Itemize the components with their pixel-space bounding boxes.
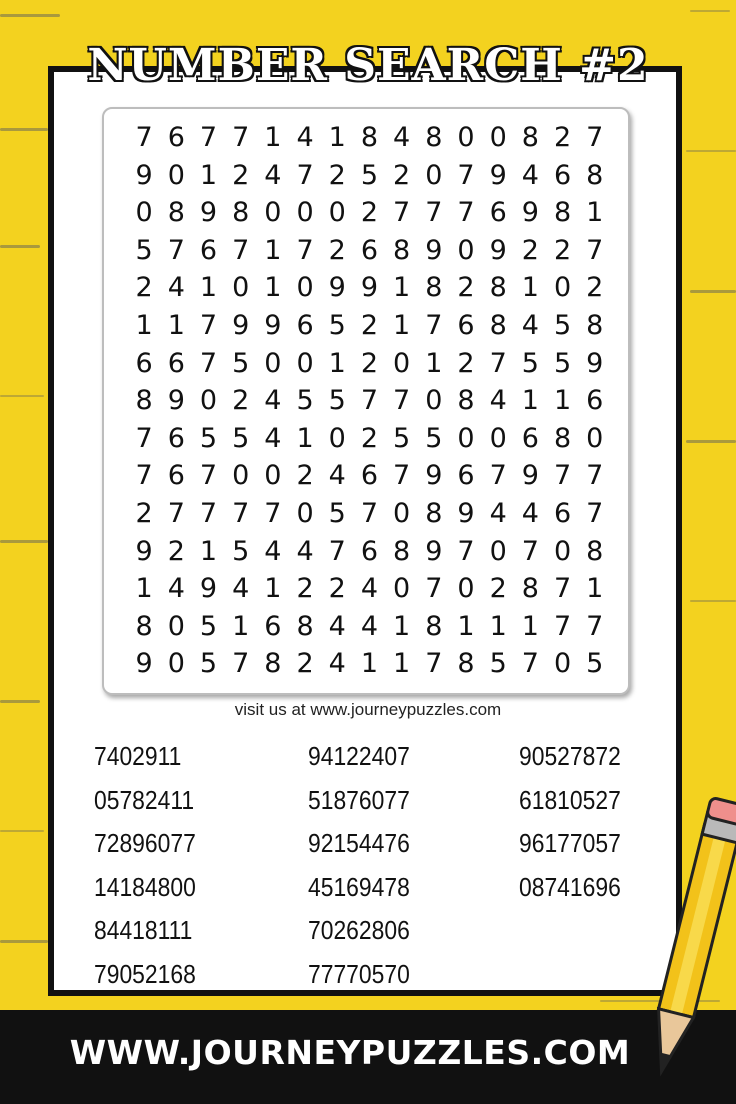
grid-cell[interactable]: 2 [457, 272, 475, 304]
grid-cell[interactable]: 1 [296, 422, 314, 454]
grid-cell[interactable]: 7 [135, 122, 153, 153]
grid-cell[interactable]: 9 [167, 385, 185, 417]
grid-cell[interactable]: 8 [425, 610, 443, 642]
grid-cell[interactable]: 1 [393, 309, 411, 341]
grid-cell[interactable]: 7 [553, 573, 572, 605]
grid-cell[interactable]: 4 [328, 648, 346, 680]
grid-cell[interactable]: 4 [232, 573, 250, 605]
grid-cell[interactable]: 7 [232, 648, 250, 680]
grid-cell[interactable]: 2 [135, 497, 153, 529]
grid-cell[interactable]: 0 [199, 385, 218, 417]
grid-cell[interactable]: 9 [489, 234, 507, 266]
grid-cell[interactable]: 4 [264, 422, 282, 454]
grid-cell[interactable]: 1 [393, 272, 411, 304]
grid-cell[interactable]: 9 [135, 159, 153, 191]
grid-cell[interactable]: 1 [199, 535, 218, 567]
grid-cell[interactable]: 2 [360, 347, 378, 379]
grid-cell[interactable]: 6 [489, 197, 507, 229]
grid-cell[interactable]: 9 [135, 535, 153, 567]
grid-cell[interactable]: 2 [360, 422, 378, 454]
grid-cell[interactable]: 0 [425, 159, 443, 191]
search-word: 7402911 [94, 741, 182, 771]
grid-cell[interactable]: 6 [586, 385, 604, 417]
grid-cell[interactable]: 4 [360, 573, 378, 605]
grid-cell[interactable]: 1 [135, 573, 153, 605]
grid-cell[interactable]: 5 [199, 648, 218, 680]
grid-cell[interactable]: 2 [232, 159, 250, 191]
grid-cell[interactable]: 9 [264, 309, 282, 341]
grid-cell[interactable]: 5 [586, 648, 604, 680]
grid-cell[interactable]: 9 [199, 573, 218, 605]
grid-cell[interactable]: 9 [489, 159, 507, 191]
grid-cell[interactable]: 4 [521, 309, 539, 341]
grid-cell[interactable]: 5 [328, 385, 346, 417]
grid-cell[interactable]: 7 [199, 309, 218, 341]
search-word: 14184800 [94, 871, 196, 902]
grid-cell[interactable]: 8 [521, 573, 539, 605]
search-word: 90527872 [519, 741, 621, 771]
grid-cell[interactable]: 5 [489, 648, 507, 680]
grid-cell[interactable]: 9 [521, 197, 539, 229]
grid-cell[interactable]: 1 [360, 648, 378, 680]
grid-cell[interactable]: 8 [425, 497, 443, 529]
grid-cell[interactable]: 0 [264, 460, 282, 492]
grid-cell[interactable]: 6 [553, 497, 572, 529]
grid-cell[interactable]: 5 [199, 422, 218, 454]
grid-cell[interactable]: 7 [553, 460, 572, 492]
grid-cell[interactable]: 8 [586, 535, 604, 567]
number-grid [128, 119, 611, 683]
grid-cell[interactable]: 9 [360, 272, 378, 304]
grid-cell[interactable]: 7 [199, 460, 218, 492]
grid-cell[interactable]: 7 [167, 497, 185, 529]
grid-cell[interactable]: 7 [586, 610, 604, 642]
grid-cell[interactable]: 6 [264, 610, 282, 642]
grid-cell[interactable]: 4 [328, 460, 346, 492]
grid-cell[interactable]: 6 [167, 460, 185, 492]
grid-cell[interactable]: 5 [393, 422, 411, 454]
grid-cell[interactable]: 7 [586, 234, 604, 266]
grid-cell[interactable]: 7 [393, 460, 411, 492]
search-word: 08741696 [519, 871, 621, 902]
grid-cell[interactable]: 4 [264, 385, 282, 417]
search-word: 72896077 [94, 828, 196, 858]
grid-cell[interactable]: 2 [457, 347, 475, 379]
grid-cell[interactable]: 2 [360, 309, 378, 341]
grid-cell[interactable]: 5 [328, 309, 346, 341]
grid-cell[interactable]: 2 [296, 648, 314, 680]
grid-cell[interactable]: 6 [199, 234, 218, 266]
grid-cell[interactable]: 6 [360, 535, 378, 567]
grid-cell[interactable]: 0 [586, 422, 604, 454]
grid-cell[interactable]: 8 [553, 197, 572, 229]
grid-cell[interactable]: 9 [425, 460, 443, 492]
word-column [94, 735, 210, 996]
grid-cell[interactable]: 6 [521, 422, 539, 454]
grid-cell[interactable]: 7 [457, 159, 475, 191]
word-column [519, 735, 635, 909]
grid-cell[interactable]: 8 [521, 122, 539, 153]
grid-cell[interactable]: 7 [521, 535, 539, 567]
grid-cell[interactable]: 8 [457, 385, 475, 417]
search-word: 77770570 [308, 958, 410, 989]
grid-cell[interactable]: 7 [264, 497, 282, 529]
grid-cell[interactable]: 9 [521, 460, 539, 492]
search-word: 94122407 [308, 741, 410, 771]
grid-cell[interactable]: 5 [553, 347, 572, 379]
grid-cell[interactable]: 7 [199, 347, 218, 379]
grid-cell[interactable]: 6 [360, 234, 378, 266]
grid-cell[interactable]: 0 [425, 385, 443, 417]
grid-cell[interactable]: 1 [521, 385, 539, 417]
search-word: 05782411 [94, 784, 195, 815]
word-column [308, 735, 424, 996]
visit-url-text: visit us at www.journeypuzzles.com [234, 700, 502, 719]
grid-cell[interactable]: 0 [489, 535, 507, 567]
grid-cell[interactable]: 9 [232, 309, 250, 341]
grid-cell[interactable]: 5 [232, 347, 250, 379]
grid-cell[interactable]: 2 [393, 159, 411, 191]
grid-cell[interactable]: 0 [167, 159, 185, 191]
grid-cell[interactable]: 7 [425, 197, 443, 229]
grid-cell[interactable]: 6 [296, 309, 314, 341]
grid-cell[interactable]: 7 [232, 497, 250, 529]
grid-cell[interactable]: 6 [360, 460, 378, 492]
page-title: NUMBER SEARCH #2 [87, 40, 649, 91]
grid-cell[interactable]: 7 [393, 385, 411, 417]
grid-cell[interactable]: 7 [489, 460, 507, 492]
grid-cell[interactable]: 8 [457, 648, 475, 680]
grid-cell[interactable]: 8 [167, 197, 185, 229]
grid-cell[interactable]: 0 [457, 122, 475, 153]
grid-cell[interactable]: 1 [393, 610, 411, 642]
grid-cell[interactable]: 2 [167, 535, 185, 567]
grid-cell[interactable]: 4 [264, 535, 282, 567]
search-word: 92154476 [308, 828, 410, 858]
grid-cell[interactable]: 5 [553, 309, 572, 341]
grid-cell[interactable]: 8 [135, 610, 153, 642]
grid-cell[interactable]: 2 [521, 234, 539, 266]
grid-cell[interactable]: 4 [264, 159, 282, 191]
grid-cell[interactable]: 0 [296, 197, 314, 229]
grid-cell[interactable]: 0 [232, 272, 250, 304]
grid-cell[interactable]: 4 [521, 159, 539, 191]
grid-cell[interactable]: 1 [586, 573, 604, 605]
grid-cell[interactable]: 2 [328, 573, 346, 605]
footer-url: WWW.JOURNEYPUZZLES.COM [69, 1033, 631, 1072]
grid-cell[interactable]: 4 [296, 535, 314, 567]
grid-cell[interactable]: 7 [167, 234, 185, 266]
grid-cell[interactable]: 0 [553, 648, 572, 680]
grid-cell[interactable]: 7 [360, 497, 378, 529]
grid-cell[interactable]: 7 [586, 460, 604, 492]
grid-cell[interactable]: 7 [586, 122, 604, 153]
grid-cell[interactable]: 6 [135, 347, 153, 379]
grid-cell[interactable]: 0 [232, 460, 250, 492]
grid-cell[interactable]: 0 [393, 497, 411, 529]
grid-cell[interactable]: 8 [264, 648, 282, 680]
grid-cell[interactable]: 9 [135, 648, 153, 680]
grid-cell[interactable]: 8 [425, 272, 443, 304]
grid-cell[interactable]: 1 [199, 159, 218, 191]
grid-cell[interactable]: 5 [296, 385, 314, 417]
grid-cell[interactable]: 4 [489, 385, 507, 417]
grid-cell[interactable]: 2 [553, 122, 572, 153]
grid-cell[interactable]: 2 [553, 234, 572, 266]
grid-cell[interactable]: 2 [135, 272, 153, 304]
search-word: 84418111 [94, 915, 193, 945]
grid-cell[interactable]: 0 [167, 610, 185, 642]
grid-cell[interactable]: 5 [135, 234, 153, 266]
grid-cell[interactable]: 0 [167, 648, 185, 680]
search-word: 45169478 [308, 871, 410, 902]
grid-cell[interactable]: 0 [393, 573, 411, 605]
grid-cell[interactable]: 1 [393, 648, 411, 680]
grid-cell[interactable]: 2 [328, 234, 346, 266]
grid-cell[interactable]: 0 [489, 122, 507, 153]
grid-cell[interactable]: 5 [232, 422, 250, 454]
grid-cell[interactable]: 4 [328, 610, 346, 642]
grid-cell[interactable]: 7 [199, 497, 218, 529]
grid-cell[interactable]: 4 [489, 497, 507, 529]
grid-cell[interactable]: 7 [296, 159, 314, 191]
grid-cell[interactable]: 7 [425, 648, 443, 680]
grid-cell[interactable]: 0 [296, 347, 314, 379]
grid-cell[interactable]: 7 [521, 648, 539, 680]
grid-cell[interactable]: 8 [393, 535, 411, 567]
grid-cell[interactable]: 2 [586, 272, 604, 304]
grid-cell[interactable]: 1 [521, 272, 539, 304]
grid-cell[interactable]: 0 [457, 573, 475, 605]
grid-cell[interactable]: 7 [586, 497, 604, 529]
grid-cell[interactable]: 0 [264, 197, 282, 229]
grid-cell[interactable]: 7 [199, 122, 218, 153]
grid-cell[interactable]: 1 [264, 234, 282, 266]
grid-cell[interactable]: 5 [328, 497, 346, 529]
grid-cell[interactable]: 4 [521, 497, 539, 529]
grid-cell[interactable]: 6 [167, 422, 185, 454]
grid-cell[interactable]: 2 [296, 460, 314, 492]
grid-cell[interactable]: 7 [393, 197, 411, 229]
grid-cell[interactable]: 8 [586, 309, 604, 341]
grid-cell[interactable]: 1 [264, 272, 282, 304]
grid-cell[interactable]: 5 [232, 535, 250, 567]
grid-cell[interactable]: 2 [232, 385, 250, 417]
grid-cell[interactable]: 8 [489, 272, 507, 304]
grid-cell[interactable]: 0 [553, 535, 572, 567]
search-word: 61810527 [519, 784, 621, 815]
grid-cell[interactable]: 7 [135, 460, 153, 492]
grid-cell[interactable]: 0 [553, 272, 572, 304]
grid-cell[interactable]: 1 [167, 309, 185, 341]
grid-cell[interactable]: 9 [457, 497, 475, 529]
grid-cell[interactable]: 5 [199, 610, 218, 642]
grid-cell[interactable]: 7 [232, 122, 250, 153]
search-word: 96177057 [519, 828, 621, 858]
grid-cell[interactable]: 1 [425, 347, 443, 379]
grid-cell[interactable]: 7 [425, 309, 443, 341]
grid-cell[interactable]: 0 [296, 272, 314, 304]
grid-cell[interactable]: 8 [586, 159, 604, 191]
grid-cell[interactable]: 7 [296, 234, 314, 266]
grid-cell[interactable]: 6 [167, 122, 185, 153]
word-list [94, 735, 654, 995]
grid-cell[interactable]: 0 [393, 347, 411, 379]
grid-cell[interactable]: 1 [457, 610, 475, 642]
search-word: 79052168 [94, 958, 196, 989]
grid-cell[interactable]: 4 [393, 122, 411, 153]
grid-cell[interactable]: 1 [264, 573, 282, 605]
grid-cell[interactable]: 8 [489, 309, 507, 341]
grid-cell[interactable]: 7 [457, 197, 475, 229]
grid-cell[interactable]: 8 [232, 197, 250, 229]
grid-cell[interactable]: 1 [135, 309, 153, 341]
grid-cell[interactable]: 0 [264, 347, 282, 379]
pencil-icon [645, 795, 736, 1095]
grid-cell[interactable]: 7 [489, 347, 507, 379]
grid-cell[interactable]: 2 [328, 159, 346, 191]
grid-cell[interactable]: 1 [328, 347, 346, 379]
grid-cell[interactable]: 0 [135, 197, 153, 229]
grid-cell[interactable]: 1 [553, 385, 572, 417]
grid-cell[interactable]: 5 [360, 159, 378, 191]
grid-cell[interactable]: 1 [328, 122, 346, 153]
grid-cell[interactable]: 1 [521, 610, 539, 642]
grid-cell[interactable]: 7 [232, 234, 250, 266]
search-word: 51876077 [308, 784, 410, 815]
grid-cell[interactable]: 4 [296, 122, 314, 153]
grid-cell[interactable]: 6 [457, 460, 475, 492]
grid-cell[interactable]: 9 [328, 272, 346, 304]
grid-cell[interactable]: 8 [393, 234, 411, 266]
grid-cell[interactable]: 0 [296, 497, 314, 529]
grid-cell[interactable]: 8 [553, 422, 572, 454]
grid-cell[interactable]: 9 [425, 234, 443, 266]
grid-cell[interactable]: 7 [553, 610, 572, 642]
grid-cell[interactable]: 0 [457, 422, 475, 454]
grid-cell[interactable]: 8 [425, 122, 443, 153]
grid-cell[interactable]: 9 [199, 197, 218, 229]
grid-cell[interactable]: 2 [360, 197, 378, 229]
grid-cell[interactable]: 1 [586, 197, 604, 229]
grid-cell[interactable]: 1 [232, 610, 250, 642]
grid-cell[interactable]: 4 [167, 573, 185, 605]
grid-cell[interactable]: 1 [264, 122, 282, 153]
grid-cell[interactable]: 8 [135, 385, 153, 417]
grid-cell[interactable]: 5 [521, 347, 539, 379]
grid-cell[interactable]: 4 [360, 610, 378, 642]
grid-cell[interactable]: 1 [489, 610, 507, 642]
grid-cell[interactable]: 9 [425, 535, 443, 567]
grid-cell[interactable]: 0 [489, 422, 507, 454]
search-word: 70262806 [308, 915, 410, 945]
grid-cell[interactable]: 0 [328, 197, 346, 229]
grid-cell[interactable]: 5 [425, 422, 443, 454]
grid-cell[interactable]: 7 [360, 385, 378, 417]
number-grid-box [102, 107, 630, 695]
grid-cell[interactable]: 2 [296, 573, 314, 605]
grid-cell[interactable]: 7 [135, 422, 153, 454]
grid-cell[interactable]: 7 [457, 535, 475, 567]
grid-cell[interactable]: 9 [586, 347, 604, 379]
grid-cell[interactable]: 8 [296, 610, 314, 642]
grid-cell[interactable]: 6 [553, 159, 572, 191]
grid-cell[interactable]: 7 [328, 535, 346, 567]
grid-cell[interactable]: 0 [328, 422, 346, 454]
grid-cell[interactable]: 6 [457, 309, 475, 341]
grid-cell[interactable]: 7 [425, 573, 443, 605]
grid-cell[interactable]: 8 [360, 122, 378, 153]
grid-cell[interactable]: 6 [167, 347, 185, 379]
grid-cell[interactable]: 4 [167, 272, 185, 304]
grid-cell[interactable]: 0 [457, 234, 475, 266]
grid-cell[interactable]: 2 [489, 573, 507, 605]
grid-cell[interactable]: 1 [199, 272, 218, 304]
